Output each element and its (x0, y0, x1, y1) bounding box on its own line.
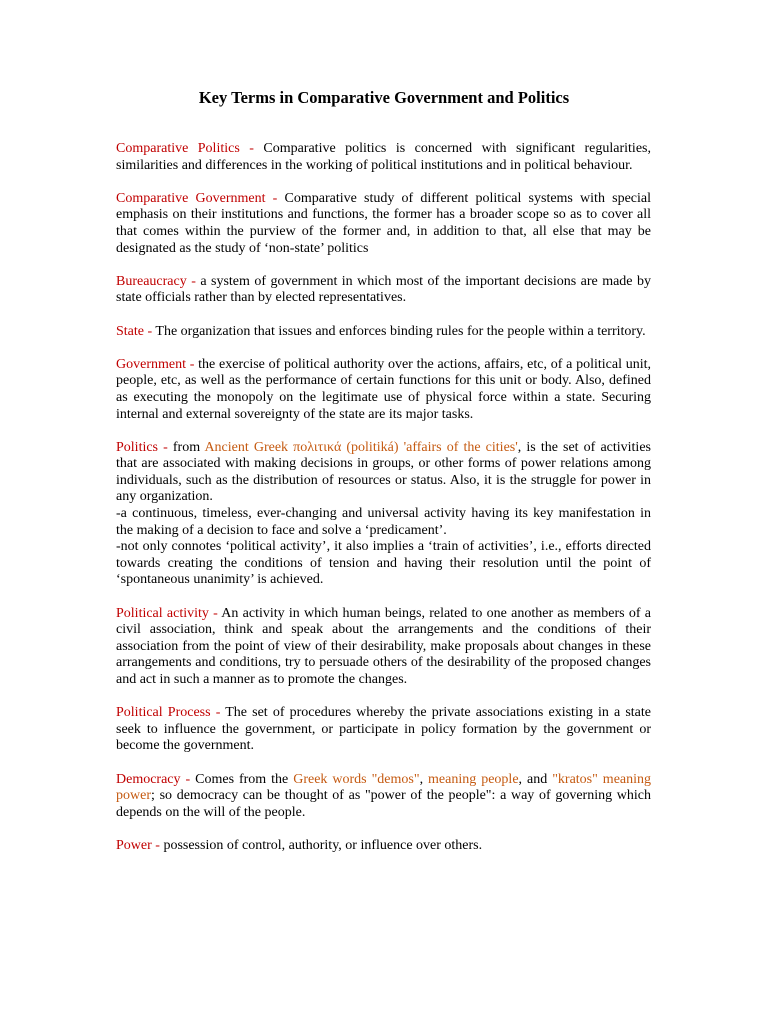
glossary (116, 141, 651, 871)
term-label: Government - (116, 356, 195, 372)
entry-comparative-government (116, 191, 651, 257)
entry-state (116, 324, 651, 341)
definition-paragraph (116, 440, 651, 506)
term-label: Democracy - (116, 771, 191, 787)
definition-text: The set of procedures whereby the private associations existing in a state seek to influence the government, or participate in policy formation by the government or become the government. (116, 705, 651, 754)
definition-text: , is the set of activities that are associated with making decisions in groups, or other forms of power relations among individuals, such as the distribution of resources or status. Also, it is the struggle for power in any organization. (116, 439, 651, 505)
etymology-link[interactable]: Ancient Greek πολιτικά (politiká) 'affairs of the cities' (204, 439, 518, 455)
definition-text: Comparative politics is concerned with significant regularities, similarities and differences in the working of political institutions and in political behaviour. (116, 141, 651, 173)
definition-line: -a continuous, timeless, ever-changing and universal activity having its key manifestation in the making of a decision to face and solve a ‘predicament’. (116, 506, 651, 538)
term-label: Political Process - (116, 705, 221, 721)
definition-text: ; so democracy can be thought of as "power of the people": a way of governing which depends on the will of the people. (116, 788, 651, 820)
greek-words-link[interactable]: Greek words "demos" (293, 771, 420, 787)
entry-political-activity (116, 606, 651, 689)
term-label: Comparative Government - (116, 190, 278, 206)
entry-government (116, 357, 651, 423)
definition-line: -not only connotes ‘political activity’, it also implies a ‘train of activities’, i.e., efforts directed towards creating the conditions of tension and having their resolution until the point of ‘spontaneous unanimity’ is achieved. (116, 539, 651, 588)
term-label: Political activity - (116, 605, 218, 621)
term-label: Comparative Politics - (116, 141, 254, 156)
page-title: Key Terms in Comparative Government and Politics (198, 88, 570, 107)
term-label: Bureaucracy - (116, 273, 196, 289)
entry-politics (116, 440, 651, 589)
definition-text: , (419, 771, 429, 787)
entry-power (116, 838, 651, 855)
term-label: Politics - (116, 439, 168, 455)
definition-text: An activity in which human beings, related to one another as members of a civil association, think and speak about the arrangements and the conditions of their association from the point of view of their desirability, make proposals about changes in these arrangements and conditions, try to persuade others of the desirability of the proposed changes and act in such a manner as to promote the changes. (116, 605, 652, 687)
term-label: State - (116, 323, 153, 339)
definition-text: possession of control, authority, or influence over others. (159, 837, 483, 853)
definition-text: the exercise of political authority over the actions, affairs, etc, of a political unit, people, etc, as well as the performance of certain functions for this unit or body. Also, defined as executing the monopoly on the legitimate use of physical force within a state. Securing internal and external sovereignty of the state are its major tasks. (116, 356, 651, 422)
kratos-link[interactable]: "kratos" meaning power (116, 771, 652, 804)
definition-text: , and (518, 771, 553, 787)
entry-democracy (116, 772, 651, 822)
entry-bureaucracy (116, 274, 651, 307)
entry-political-process (116, 705, 651, 755)
term-label: Power - (116, 837, 160, 853)
definition-text: Comes from the (190, 771, 294, 787)
meaning-people-link[interactable]: meaning people (428, 771, 519, 787)
entry-comparative-politics (116, 141, 651, 174)
definition-text: Comparative study of different political systems with special emphasis on their institutions and functions, the former has a broader scope so as to cover all that comes within the purview of the former and, in addition to that, all else that may be designated as the study of ‘non-state’ politics (116, 190, 652, 256)
definition-text: a system of government in which most of the important decisions are made by state officials rather than by elected representatives. (116, 273, 651, 306)
definition-text: from (167, 439, 205, 455)
definition-text: The organization that issues and enforces binding rules for the people within a territory. (152, 323, 646, 339)
